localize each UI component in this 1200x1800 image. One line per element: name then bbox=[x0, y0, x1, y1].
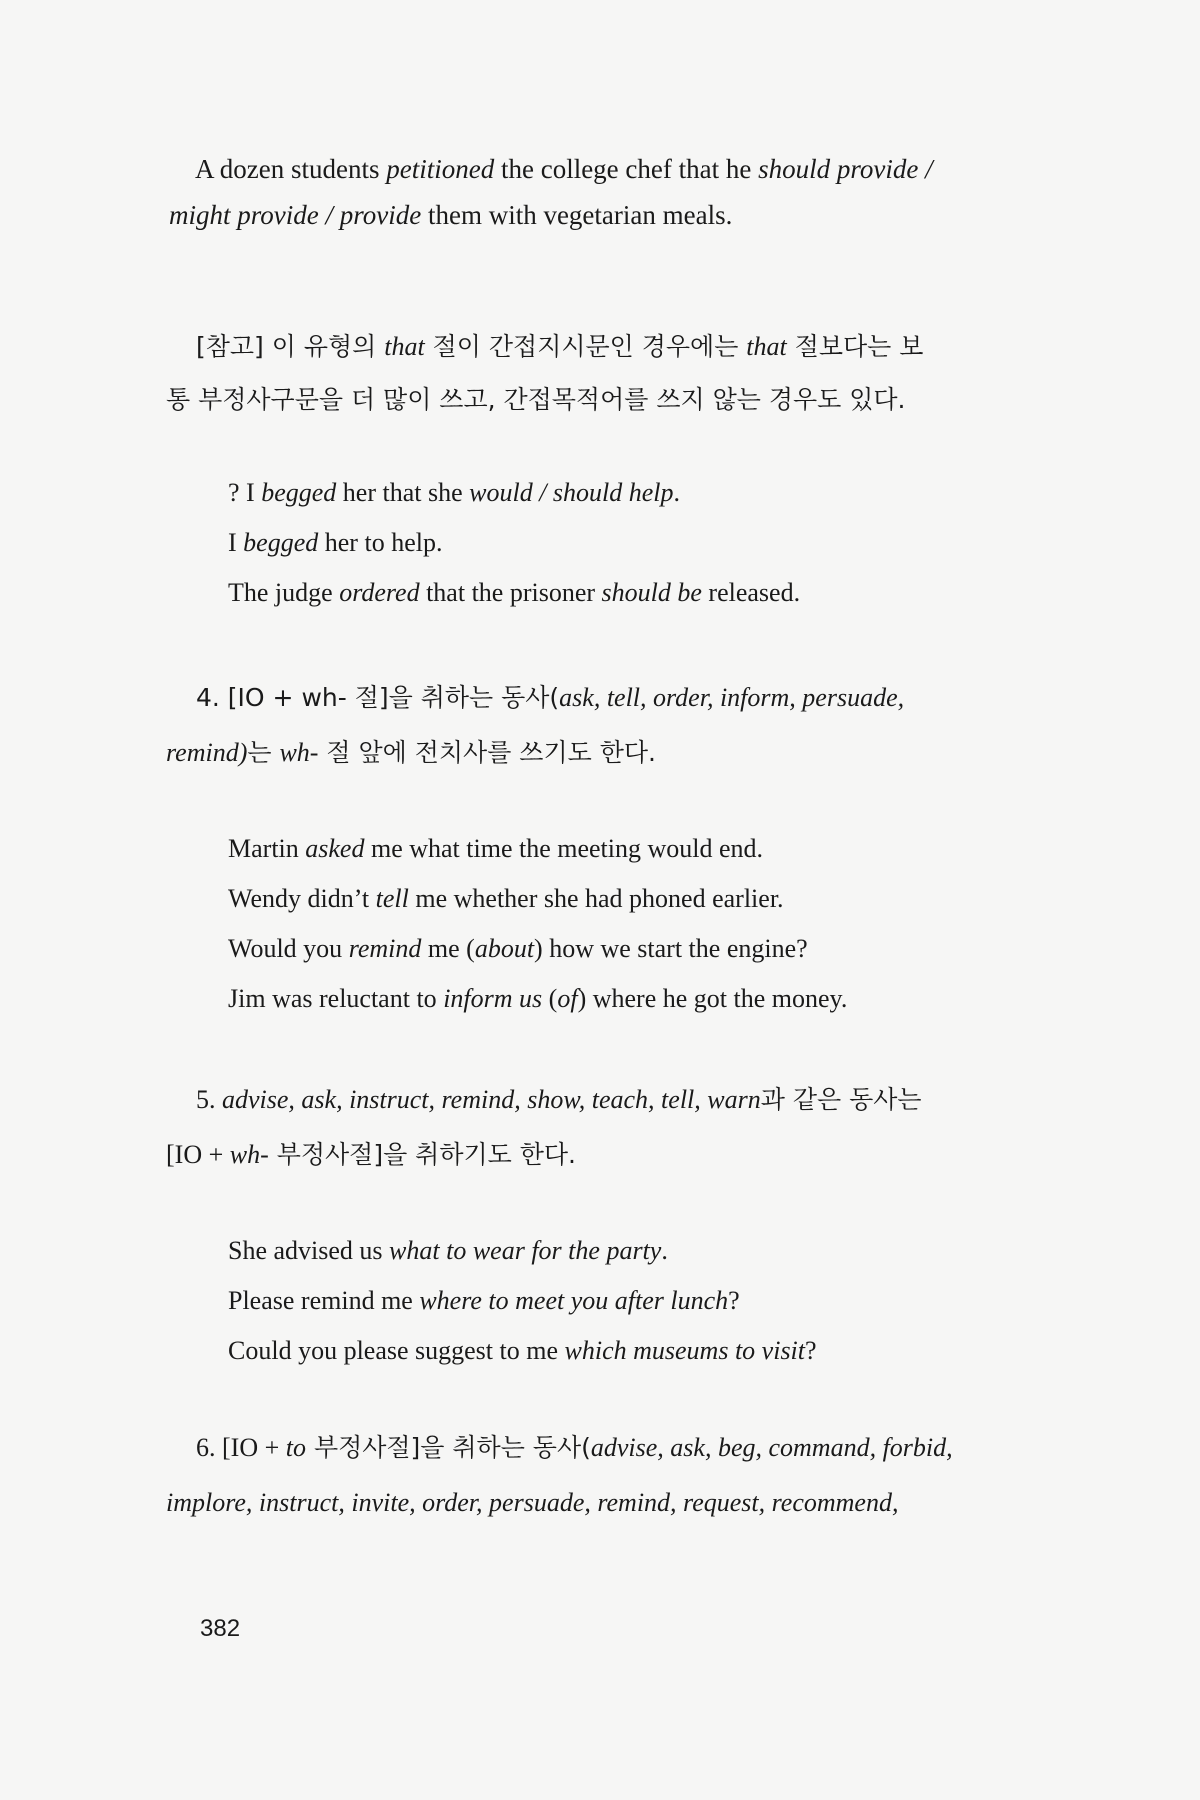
example-line bbox=[169, 192, 1065, 238]
italic-span: remind) bbox=[166, 738, 248, 767]
example-sentence bbox=[228, 924, 847, 974]
italic-span: begged bbox=[243, 528, 319, 557]
example-paragraph-1 bbox=[169, 146, 1065, 238]
example-block-2 bbox=[228, 824, 847, 1024]
italic-span: wh- bbox=[229, 1140, 269, 1169]
section-5 bbox=[166, 1072, 1066, 1182]
korean-text: 절이 간접지시문인 경우에는 bbox=[424, 332, 747, 361]
section-line bbox=[166, 1420, 1066, 1475]
reference-note bbox=[166, 320, 1066, 426]
italic-span: advise, ask, beg, command, forbid, bbox=[590, 1433, 953, 1462]
text-span: released. bbox=[701, 578, 801, 607]
text-span: her to help. bbox=[318, 528, 443, 557]
text-span: Would you bbox=[228, 934, 349, 963]
section-line bbox=[166, 725, 1066, 780]
text-span: Martin bbox=[228, 834, 306, 863]
italic-span: asked bbox=[305, 834, 365, 863]
example-sentence bbox=[228, 1276, 817, 1326]
text-span: 6. [IO + bbox=[196, 1433, 286, 1462]
text-span: me what time the meeting would end. bbox=[364, 834, 764, 863]
text-span: Please remind me bbox=[228, 1286, 420, 1315]
text-span: that the prisoner bbox=[419, 578, 602, 607]
example-block-3 bbox=[228, 1226, 817, 1376]
text-span: her that she bbox=[336, 478, 470, 507]
text-span: . bbox=[673, 478, 681, 507]
section-4 bbox=[166, 670, 1066, 780]
text-span: me ( bbox=[421, 934, 475, 963]
italic-span: to bbox=[285, 1433, 306, 1462]
example-sentence bbox=[228, 974, 847, 1024]
text-span: The judge bbox=[228, 578, 340, 607]
section-line bbox=[166, 670, 1066, 725]
italic-span: ask, tell, order, inform, persuade, bbox=[559, 683, 905, 712]
korean-text: 부정사절]을 취하기도 한다. bbox=[268, 1140, 576, 1169]
italic-span: petitioned bbox=[386, 154, 495, 184]
example-sentence bbox=[228, 468, 800, 518]
italic-span: might provide / provide bbox=[169, 200, 422, 230]
text-span: Could you please suggest to me bbox=[228, 1336, 565, 1365]
text-span: ) how we start the engine? bbox=[534, 934, 808, 963]
italic-span: about bbox=[474, 934, 535, 963]
example-sentence bbox=[228, 824, 847, 874]
korean-text: 부정사절]을 취하는 동사( bbox=[306, 1433, 591, 1462]
text-span: ? I bbox=[228, 478, 262, 507]
text-span: me whether she had phoned earlier. bbox=[408, 884, 784, 913]
section-line bbox=[166, 1072, 1066, 1127]
example-sentence bbox=[228, 874, 847, 924]
text-span: them with vegetarian meals. bbox=[421, 200, 733, 230]
text-span: Jim was reluctant to bbox=[228, 984, 444, 1013]
italic-span: remind bbox=[348, 934, 422, 963]
text-span: [IO + bbox=[166, 1140, 230, 1169]
example-line bbox=[195, 146, 1065, 192]
text-span: ( bbox=[542, 984, 558, 1013]
italic-span: implore, instruct, invite, order, persuade, remind, request, recommend, bbox=[166, 1488, 899, 1517]
korean-text: 4. [IO + wh- 절]을 취하는 동사( bbox=[196, 683, 560, 712]
italic-span: advise, ask, instruct, remind, show, teach, tell, warn bbox=[222, 1085, 761, 1114]
text-span: 5. bbox=[196, 1085, 222, 1114]
note-line: 통 부정사구문을 더 많이 쓰고, 간접목적어를 쓰지 않는 경우도 있다. bbox=[166, 385, 906, 414]
italic-span: begged bbox=[261, 478, 337, 507]
text-span: A dozen students bbox=[195, 154, 387, 184]
text-span: the college chef that he bbox=[494, 154, 759, 184]
example-sentence bbox=[228, 518, 800, 568]
text-span: ) where he got the money. bbox=[577, 984, 848, 1013]
section-line bbox=[166, 1127, 1066, 1182]
korean-text: 절 앞에 전치사를 쓰기도 한다. bbox=[318, 738, 656, 767]
korean-text: 절보다는 보 bbox=[786, 332, 924, 361]
italic-span: which museums to visit bbox=[564, 1336, 806, 1365]
text-span: I bbox=[228, 528, 244, 557]
italic-span: that bbox=[384, 332, 425, 361]
section-line bbox=[166, 1475, 1066, 1530]
example-sentence bbox=[228, 568, 800, 618]
text-span: . bbox=[661, 1236, 668, 1265]
text-span: She advised us bbox=[228, 1236, 390, 1265]
italic-span: should provide / bbox=[758, 154, 933, 184]
text-span: ? bbox=[805, 1336, 817, 1365]
italic-span: of bbox=[557, 984, 578, 1013]
section-6 bbox=[166, 1420, 1066, 1530]
italic-span: that bbox=[746, 332, 787, 361]
korean-text: 는 bbox=[247, 738, 280, 767]
italic-span: where to meet you after lunch bbox=[419, 1286, 729, 1315]
korean-text: 과 같은 동사는 bbox=[760, 1085, 922, 1114]
text-span: ? bbox=[728, 1286, 740, 1315]
italic-span: wh- bbox=[279, 738, 319, 767]
note-line bbox=[166, 320, 1066, 373]
italic-span: would / should help bbox=[469, 478, 674, 507]
italic-span: what to wear for the party bbox=[389, 1236, 662, 1265]
italic-span: should be bbox=[601, 578, 702, 607]
page-number: 382 bbox=[200, 1615, 241, 1642]
example-sentence bbox=[228, 1226, 817, 1276]
italic-span: ordered bbox=[339, 578, 420, 607]
example-sentence bbox=[228, 1326, 817, 1376]
example-block-1 bbox=[228, 468, 800, 618]
italic-span: inform us bbox=[443, 984, 543, 1013]
korean-text: [참고] 이 유형의 bbox=[196, 332, 385, 361]
italic-span: tell bbox=[375, 884, 409, 913]
text-span: Wendy didn’t bbox=[228, 884, 376, 913]
